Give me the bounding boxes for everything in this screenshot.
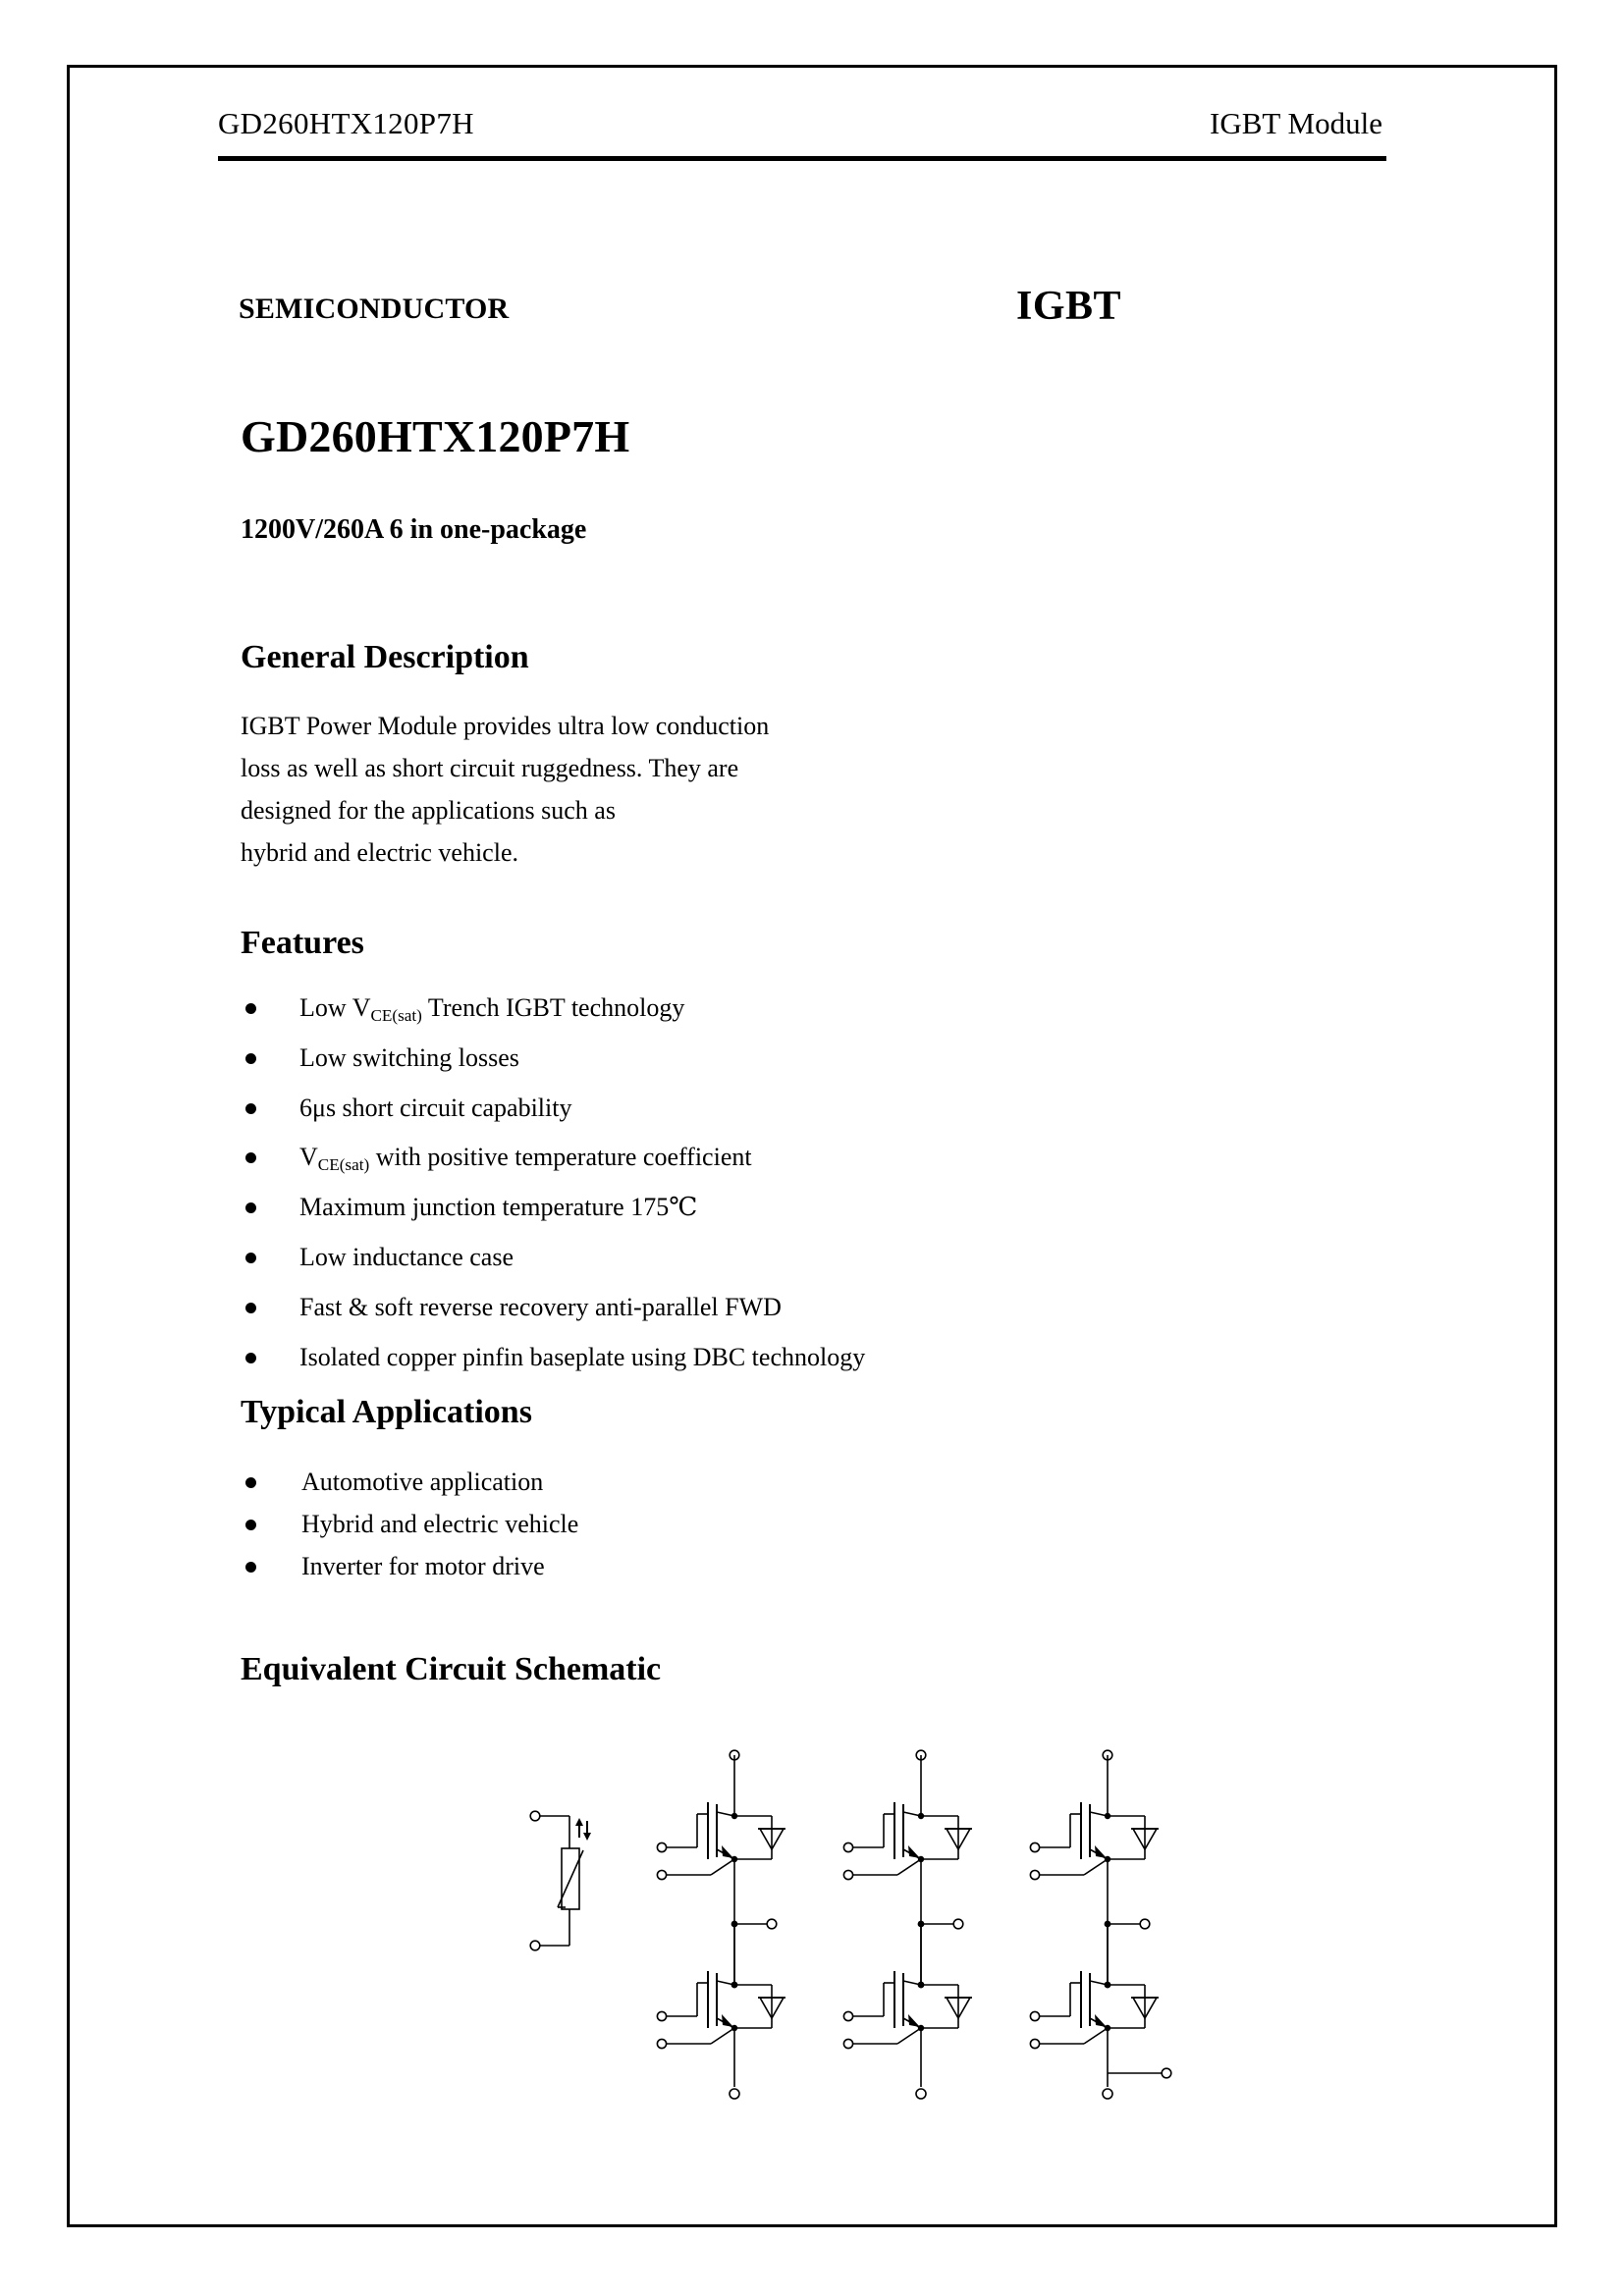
features-list [241,987,865,1385]
list-item [241,1136,865,1186]
bullet-icon [245,1520,256,1530]
list-item [241,1037,865,1087]
description-line: IGBT Power Module provides ultra low conduction [241,712,770,740]
bullet-icon [245,1562,256,1573]
list-item [241,1336,865,1386]
feature-text: Maximum junction temperature 175℃ [299,1193,698,1222]
feature-text: Isolated copper pinfin baseplate using DBC technology [299,1342,866,1371]
feature-text: Low switching losses [299,1042,519,1072]
list-item [241,1461,578,1503]
feature-text: 6μs short circuit capability [299,1093,572,1122]
phase-leg-1 [657,1750,785,2099]
equivalent-circuit-schematic [511,1728,1198,2140]
ntc-thermistor-symbol [530,1811,591,1950]
igbt-high-side-phase-3 [1030,1755,1159,1918]
feature-text-suffix: with positive temperature coefficient [369,1143,752,1172]
list-item [241,1503,578,1545]
feature-text: Low inductance case [299,1242,514,1271]
application-text: Inverter for motor drive [301,1552,545,1580]
bullet-icon [245,1253,256,1263]
bullet-icon [245,1003,256,1014]
application-text: Automotive application [301,1468,544,1496]
feature-subscript: CE(sat) [317,1155,370,1175]
header-part-number: GD260HTX120P7H [218,106,474,140]
list-item [241,1236,865,1286]
general-description-text [241,705,769,874]
phase-leg-2 [843,1750,972,2099]
bullet-icon [245,1303,256,1313]
phase-leg-3 [1030,1750,1170,2099]
igbt-low-side-phase-1 [657,1924,785,2087]
brand-label: SEMICONDUCTOR [239,293,510,325]
list-item [241,1545,578,1587]
header-divider [218,156,1386,161]
feature-text: Fast & soft reverse recovery anti-parallel FWD [299,1292,782,1321]
igbt-low-side-phase-3 [1030,1924,1159,2087]
list-item [241,987,865,1037]
header-doc-type: IGBT Module [1210,106,1382,140]
igbt-low-side-phase-2 [843,1924,972,2087]
section-heading-typical-applications: Typical Applications [241,1394,532,1430]
bullet-icon [245,1353,256,1363]
bullet-icon [245,1477,256,1488]
bullet-icon [245,1053,256,1064]
description-line: designed for the applications such as [241,796,616,825]
document-header [218,106,1386,141]
list-item [241,1286,865,1336]
list-item [241,1186,865,1236]
application-text: Hybrid and electric vehicle [301,1510,579,1538]
igbt-high-side-phase-2 [843,1755,972,1918]
description-line: hybrid and electric vehicle. [241,838,518,867]
bullet-icon [245,1152,256,1163]
section-heading-features: Features [241,925,364,961]
feature-text: Low V [299,993,371,1022]
bullet-icon [245,1103,256,1114]
description-line: loss as well as short circuit ruggedness. They are [241,754,739,782]
rating-subtitle: 1200V/260A 6 in one-package [241,514,587,545]
igbt-high-side-phase-1 [657,1755,785,1918]
feature-text-suffix: Trench IGBT technology [421,993,685,1022]
list-item [241,1087,865,1137]
page-title: GD260HTX120P7H [241,411,630,461]
bullet-icon [245,1202,256,1213]
typical-applications-list [241,1461,578,1587]
feature-subscript: CE(sat) [370,1005,422,1025]
product-family-label: IGBT [1016,284,1122,329]
feature-text: V [299,1143,318,1172]
section-heading-general-description: General Description [241,639,529,675]
section-heading-equivalent-circuit: Equivalent Circuit Schematic [241,1651,662,1687]
